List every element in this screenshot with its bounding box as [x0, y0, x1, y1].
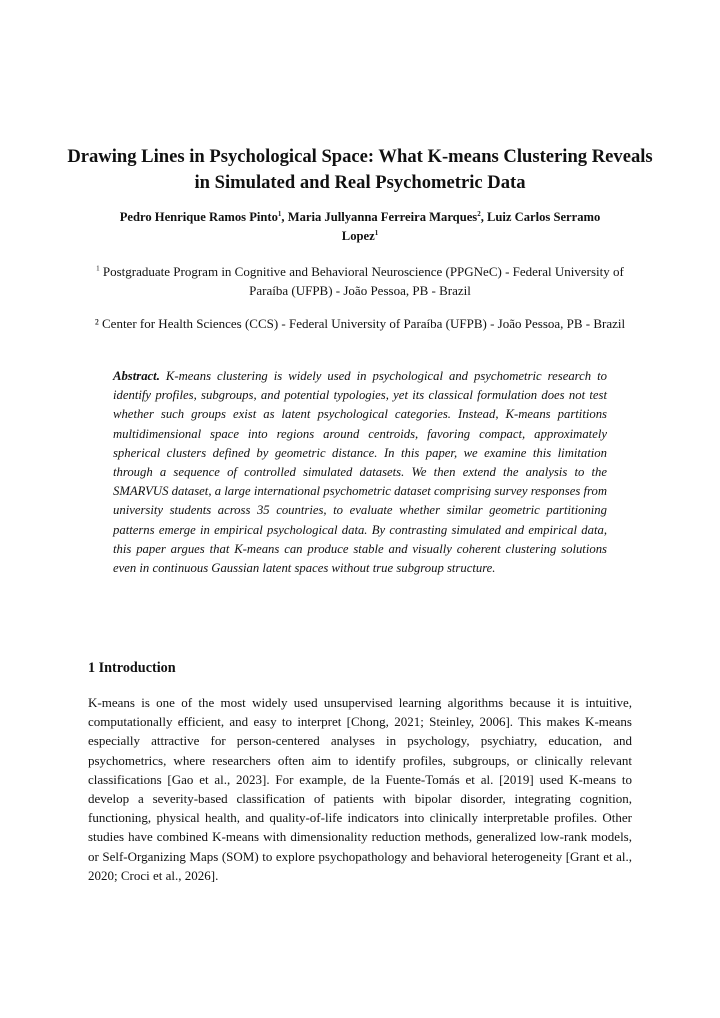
author-name: Luiz Carlos Serramo Lopez	[341, 210, 601, 243]
abstract	[113, 367, 607, 578]
author-affiliation-marker: 1	[374, 228, 379, 237]
author-separator: ,	[480, 210, 487, 224]
affiliation-text: Center for Health Sciences (CCS) - Federal University of Paraíba (UFPB) - João Pessoa, PB - Brazil	[102, 316, 626, 331]
affiliation-marker: 1	[96, 264, 100, 273]
introduction-paragraph: K-means is one of the most widely used unsupervised learning algorithms because it is intuitive, computationally efficient, and easy to interpret [Chong, 2021; Steinley, 2006]. This makes K-means especially attractive for person-centered analyses in psychology, psychiatry, education, and psychometrics, where researchers often aim to identify profiles, subgroups, or clinically relevant classifications [Gao et al., 2023]. For example, de la Fuente-Tomás et al. [2019] used K-means to develop a severity-based classification of patients with bipolar disorder, integrating cognition, functioning, physical health, and quality-of-life indicators into clinically interpretable profiles. Other studies have combined K-means with dimensionality reduction methods, generalized low-rank models, or Self-Organizing Maps (SOM) to explore psychopathology and behavioral heterogeneity [Grant et al., 2020; Croci et al., 2026].	[88, 695, 632, 883]
abstract-label: Abstract.	[113, 369, 160, 383]
paper-title: Drawing Lines in Psychological Space: What K-means Clustering Reveals in Simulated and Real Psychometric Data	[67, 146, 653, 193]
affiliation-text: Postgraduate Program in Cognitive and Behavioral Neuroscience (PPGNeC) - Federal University of Paraíba (UFPB) - João Pessoa, PB - Brazil	[102, 264, 624, 298]
affiliation-marker: ²	[94, 316, 99, 331]
author-separator: ,	[281, 210, 288, 224]
author-name: Pedro Henrique Ramos Pinto	[119, 210, 278, 224]
author-name: Maria Jullyanna Ferreira Marques	[287, 210, 478, 224]
affiliation-2	[90, 314, 630, 333]
section-heading-introduction: 1 Introduction	[88, 660, 176, 676]
author-list	[100, 208, 620, 246]
author-affiliation-marker: 1	[277, 209, 282, 218]
abstract-text: K-means clustering is widely used in psychological and psychometric research to identify profiles, subgroups, and potential typologies, yet its classical formulation does not test whether such groups exist as latent psychological categories. Instead, K-means partitions multidimensional space into regions around centroids, favoring compact, approximately spherical clusters defined by geometric distance. In this paper, we examine this limitation through a sequence of controlled simulated datasets. We then extend the analysis to the SMARVUS dataset, a large international psychometric dataset comprising survey responses from university students across 35 countries, to evaluate whether similar geometric partitioning patterns emerge in empirical psychological data. By contrasting simulated and empirical data, this paper argues that K-means can produce stable and visually coherent clustering solutions even in continuous Gaussian latent spaces without true subgroup structure.	[113, 369, 607, 576]
author-affiliation-marker: 2	[477, 209, 481, 218]
affiliation-1	[90, 262, 630, 300]
